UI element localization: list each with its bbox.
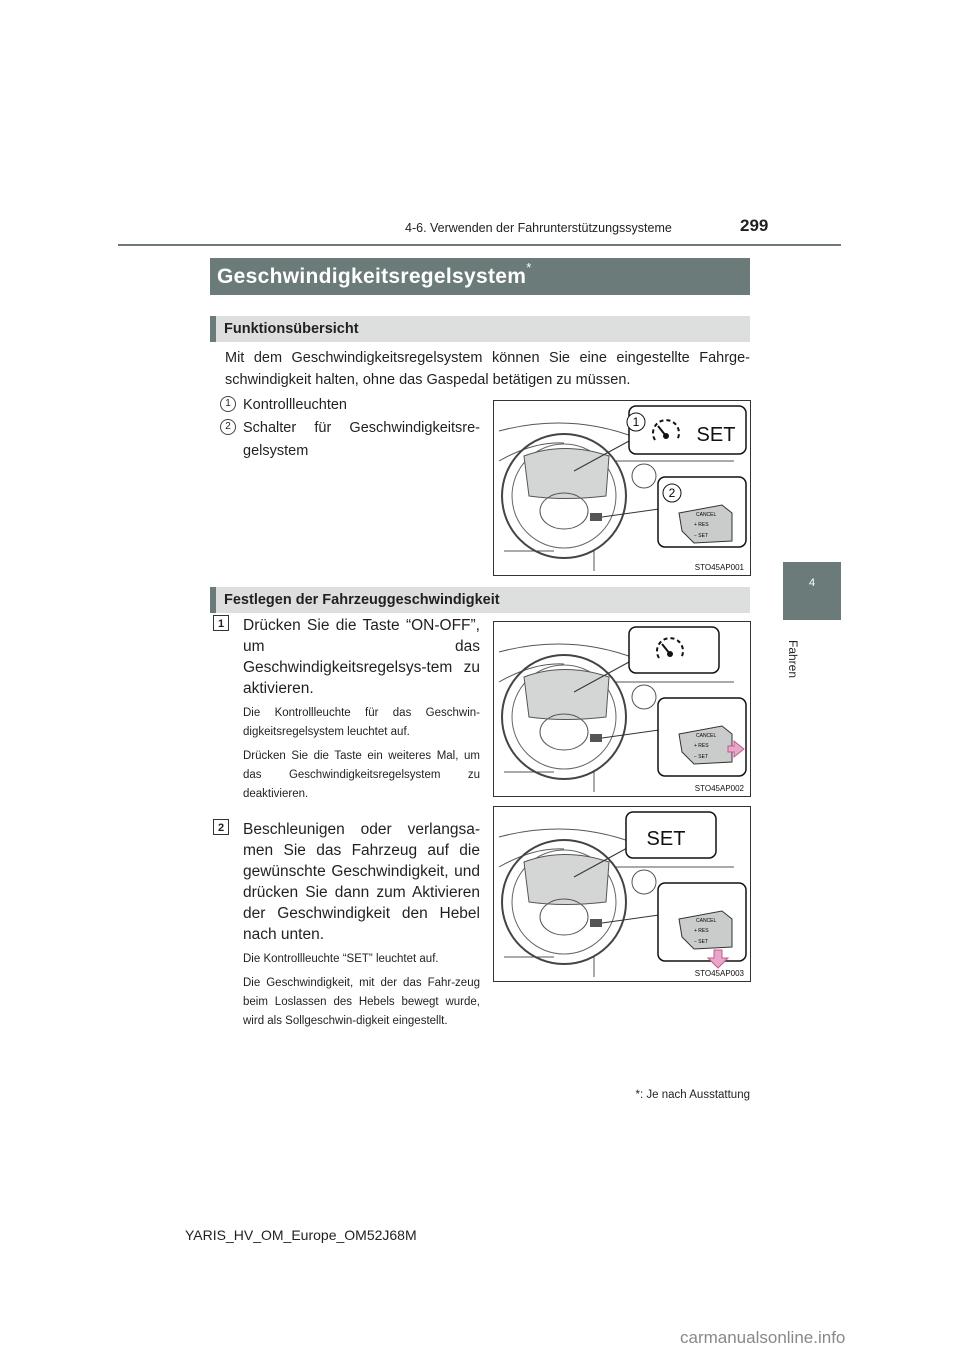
chapter-label: Fahren	[786, 640, 800, 679]
title-text: Geschwindigkeitsregelsystem	[217, 265, 527, 288]
step-note: Die Kontrollleuchte für das Geschwin-digkeitsregelsystem leuchtet auf.	[243, 707, 480, 738]
footnote-text: : Je nach Ausstattung	[640, 1089, 750, 1101]
instrument-cluster	[524, 449, 609, 499]
list-item	[213, 394, 480, 417]
lever-res-label: + RES	[694, 928, 709, 934]
figure-code: STO45AP001	[694, 563, 744, 572]
callout-number: 1	[632, 415, 640, 429]
section-heading-set-speed: Festlegen der Fahrzeuggeschwindigkeit	[210, 587, 750, 613]
lever-set-label: − SET	[694, 754, 709, 760]
page-title	[210, 258, 750, 295]
section-heading-overview: Funktionsübersicht	[210, 316, 750, 342]
figure-cruise-overview	[493, 400, 751, 576]
item-text: Schalter für Geschwindigkeitsre-gelsystem	[243, 420, 480, 459]
instrument-cluster	[524, 855, 609, 905]
item-list	[213, 394, 480, 463]
lever-cancel-label: CANCEL	[696, 512, 717, 518]
figure-code: STO45AP002	[694, 784, 744, 793]
step-list	[213, 615, 480, 1031]
step-note: Die Geschwindigkeit, mit der das Fahr-zeug beim Loslassen des Hebels bewegt wurde, wird als Sollgeschwin-digkeit eingestellt.	[243, 977, 480, 1027]
header-rule	[118, 244, 841, 246]
lever-cancel-label: CANCEL	[696, 733, 717, 739]
step-note: Die Kontrollleuchte “SET” leuchtet auf.	[243, 953, 439, 965]
list-item	[213, 417, 480, 463]
step-text: Drücken Sie die Taste “ON-OFF”, um das Geschwindigkeitsregelsys-tem zu aktivieren.	[243, 617, 480, 697]
lever-set-label: − SET	[694, 939, 709, 945]
intro-paragraph: Mit dem Geschwindigkeitsregelsystem können Sie eine eingestellte Fahrge-schwindigkeit halten, ohne das Gaspedal betätigen zu müssen.	[225, 350, 750, 388]
step-note: Drücken Sie die Taste ein weiteres Mal, um das Geschwindigkeitsregelsystem zu deaktivieren.	[243, 750, 480, 800]
item-number: 2	[220, 419, 236, 435]
step-number: 1	[213, 615, 229, 631]
item-number: 1	[220, 396, 236, 412]
lever-cancel-label: CANCEL	[696, 918, 717, 924]
watermark: carmanualsonline.info	[680, 1328, 846, 1347]
callout-set-text: SET	[646, 828, 686, 850]
document-id: YARIS_HV_OM_Europe_OM52J68M	[185, 1227, 417, 1243]
figure-on-off	[493, 621, 751, 797]
page-number: 299	[740, 216, 769, 235]
step	[213, 819, 480, 1031]
callout-set-text: SET	[696, 424, 736, 446]
step	[213, 615, 480, 804]
footnote-marker: *	[635, 1089, 641, 1101]
figure-code: STO45AP003	[694, 969, 744, 978]
callout-number: 2	[668, 486, 676, 500]
chapter-number: 4	[808, 577, 816, 589]
step-text: Beschleunigen oder verlangsa-men Sie das Fahrzeug auf die gewünschte Geschwindigkeit, und drücken Sie dann zum Aktivieren der Geschwindigkeit den Hebel nach unten.	[243, 821, 480, 943]
chapter-tab	[783, 562, 841, 620]
figure-set-speed	[493, 806, 751, 982]
header-section: 4-6. Verwenden der Fahrunterstützungssysteme	[405, 221, 672, 235]
lever-res-label: + RES	[694, 743, 709, 749]
lever-set-label: − SET	[694, 533, 709, 539]
lever-res-label: + RES	[694, 522, 709, 528]
title-marker: *	[526, 260, 532, 275]
instrument-cluster	[524, 670, 609, 720]
item-text: Kontrollleuchten	[243, 397, 347, 413]
step-number: 2	[213, 819, 229, 835]
footnote	[636, 1089, 750, 1101]
